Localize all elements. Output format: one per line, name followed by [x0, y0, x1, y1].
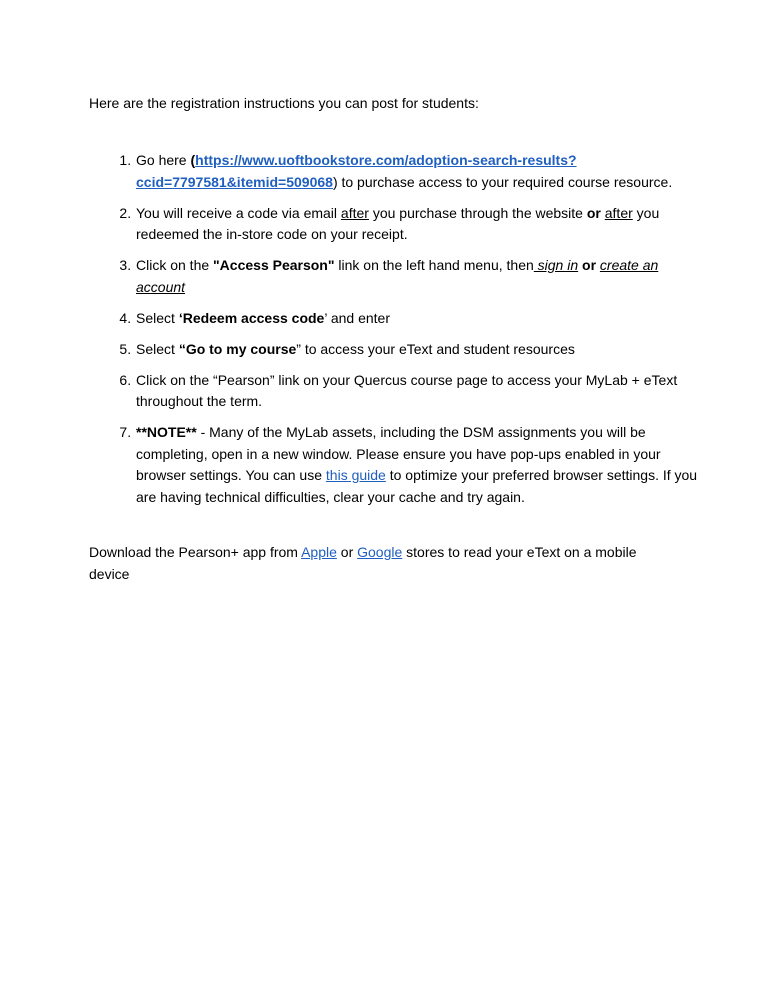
step-3-pre: Click on the: [136, 257, 214, 273]
step-7: [135, 422, 700, 508]
step-4-redeem: ‘Redeem access code: [178, 309, 325, 326]
step-5-pre: Select: [136, 340, 179, 357]
step-5: [135, 339, 700, 361]
step-4-post: ’ and enter: [324, 309, 390, 326]
apple-link[interactable]: Apple: [301, 544, 337, 560]
step-2-mid: you purchase through the website: [368, 204, 587, 221]
step-7-post: to optimize your preferred browser settings. If you are having technical difficulties, clear your cache and try again.: [136, 467, 698, 505]
step-3-create-account: create an account: [136, 257, 659, 295]
step-4-pre: Select: [136, 309, 179, 326]
step-7-pre: - Many of the MyLab assets, including the DSM assignments you will be completing, open in a new window. Please ensure you have pop-ups enabled in your browser settings. You can use: [136, 424, 661, 483]
step-5-go-to-course: “Go to my course: [178, 340, 297, 357]
step-3-sign-in: sign in: [533, 257, 579, 273]
step-3: [135, 255, 700, 298]
instruction-list: [110, 150, 700, 518]
bookstore-link[interactable]: https://www.uoftbookstore.com/adoption-search-results?ccid=7797581&itemid=509068: [136, 152, 577, 190]
step-1-open-paren: (: [190, 152, 196, 168]
step-5-post: ” to access your eText and student resources: [296, 340, 575, 357]
outro-or: or: [336, 544, 358, 560]
outro-post: stores to read your eText on a mobile device: [89, 544, 637, 582]
step-1-pre: Go here: [136, 152, 191, 168]
step-6-text: Click on the “Pearson” link on your Quercus course page to access your MyLab + eText throughout the term.: [136, 371, 678, 409]
step-6: [135, 370, 700, 413]
step-2: [135, 203, 700, 246]
step-3-or: or: [578, 257, 600, 273]
step-2-pre: You will receive a code via email: [136, 204, 341, 221]
google-link[interactable]: Google: [357, 544, 403, 560]
step-4: [135, 308, 700, 330]
step-1: [135, 150, 700, 193]
step-2-after-2: after: [604, 204, 633, 221]
outro-pre: Download the Pearson+ app from: [89, 544, 302, 560]
step-2-or: or: [586, 204, 601, 221]
step-1-post: ) to purchase access to your required course resource.: [332, 173, 673, 190]
intro-text: Here are the registration instructions you can post for students:: [89, 95, 479, 111]
step-2-after-1: after: [340, 204, 369, 221]
step-2-post: you redeemed the in-store code on your receipt.: [136, 204, 660, 242]
step-7-note: **NOTE**: [136, 424, 197, 440]
step-3-access-pearson: "Access Pearson": [213, 257, 335, 273]
this-guide-link[interactable]: this guide: [325, 467, 386, 483]
step-3-mid: link on the left hand menu, then: [334, 257, 534, 273]
outro-text: [89, 541, 669, 585]
